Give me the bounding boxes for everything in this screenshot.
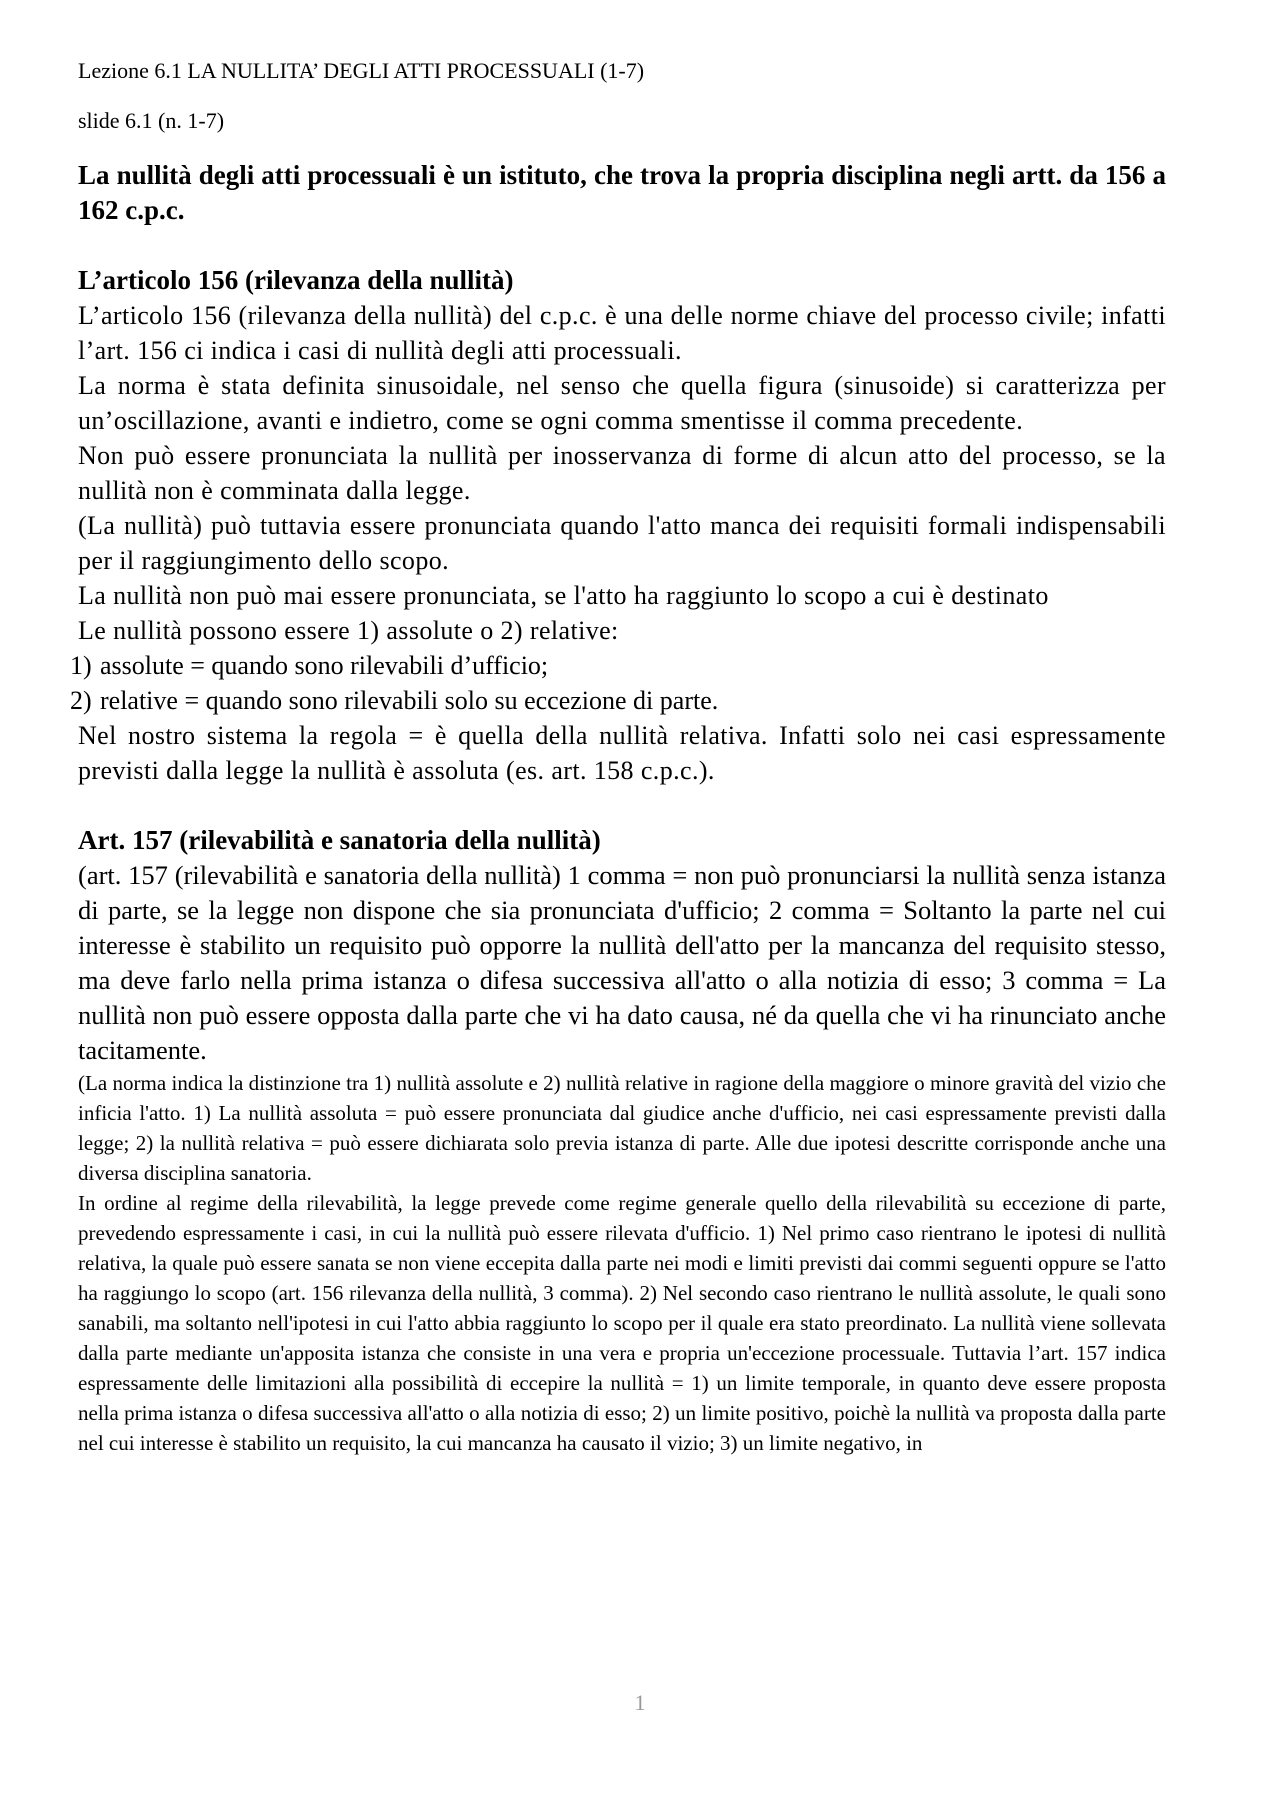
- page-number: 1: [634, 1690, 646, 1715]
- section-156-paragraph-5: La nullità non può mai essere pronunciata, se l'atto ha raggiunto lo scopo a cui è destinato: [78, 581, 1049, 610]
- section-157-paragraph-1: (art. 157 (rilevabilità e sanatoria della nullità) 1 comma = non può pronunciarsi la nullità senza istanza di parte, se la legge non dispone che sia pronunciata d'ufficio; 2 comma = Soltanto la parte nel cui interesse è stabilito un requisito può opporre la nullità dell'atto per la mancanza del requisito stesso, ma deve farlo nella prima istanza o difesa successiva all'atto o alla notizia di esso; 3 comma = La nullità non può essere opposta dalla parte che vi ha dato causa, né da quella che vi ha rinunciato anche tacitamente.: [78, 860, 1166, 1065]
- nullity-types-list: [70, 648, 1166, 718]
- list-item-number: 1): [70, 651, 92, 680]
- section-156-paragraph-3: Non può essere pronunciata la nullità per inosservanza di forme di alcun atto del processo, se la nullità non è comminata dalla legge.: [78, 441, 1166, 505]
- slide-reference: slide 6.1 (n. 1-7): [78, 108, 225, 133]
- list-item-text: assolute = quando sono rilevabili d’ufficio;: [100, 651, 549, 680]
- list-item: [70, 648, 1166, 683]
- section-156-paragraph-7: Nel nostro sistema la regola = è quella della nullità relativa. Infatti solo nei casi espressamente previsti dalla legge la nullità è assoluta (es. art. 158 c.p.c.).: [78, 721, 1166, 785]
- list-item-text: relative = quando sono rilevabili solo su eccezione di parte.: [100, 686, 719, 715]
- section-157-heading: Art. 157 (rilevabilità e sanatoria della nullità): [78, 825, 601, 855]
- lesson-title: Lezione 6.1 LA NULLITA’ DEGLI ATTI PROCESSUALI (1-7): [78, 58, 645, 83]
- section-156-paragraph-1: L’articolo 156 (rilevanza della nullità) del c.p.c. è una delle norme chiave del processo civile; infatti l’art. 156 ci indica i casi di nullità degli atti processuali.: [78, 301, 1166, 365]
- list-item: [70, 683, 1166, 718]
- intro-paragraph: La nullità degli atti processuali è un istituto, che trova la propria disciplina negli artt. da 156 a 162 c.p.c.: [78, 160, 1166, 225]
- section-157-paragraph-2: (La norma indica la distinzione tra 1) nullità assolute e 2) nullità relative in ragione della maggiore o minore gravità del vizio che inficia l'atto. 1) La nullità assoluta = può essere pronunciata dal giudice anche d'ufficio, nei casi espressamente previsti dalla legge; 2) la nullità relativa = può essere dichiarata solo previa istanza di parte. Alle due ipotesi descritte corrisponde anche una diversa disciplina sanatoria.: [78, 1071, 1166, 1185]
- section-156-paragraph-2: La norma è stata definita sinusoidale, nel senso che quella figura (sinusoide) si caratterizza per un’oscillazione, avanti e indietro, come se ogni comma smentisse il comma precedente.: [78, 371, 1166, 435]
- section-156-paragraph-4: (La nullità) può tuttavia essere pronunciata quando l'atto manca dei requisiti formali indispensabili per il raggiungimento dello scopo.: [78, 511, 1166, 575]
- section-156-paragraph-6: Le nullità possono essere 1) assolute o 2) relative:: [78, 616, 619, 645]
- section-157-paragraph-3: In ordine al regime della rilevabilità, la legge prevede come regime generale quello della rilevabilità su eccezione di parte, prevedendo espressamente i casi, in cui la nullità può essere rilevata d'ufficio. 1) Nel primo caso rientrano le ipotesi di nullità relativa, la quale può essere sanata se non viene eccepita dalla parte nei modi e limiti previsti dai commi seguenti oppure se l'atto ha raggiungo lo scopo (art. 156 rilevanza della nullità, 3 comma). 2) Nel secondo caso rientrano le nullità assolute, le quali sono sanabili, ma soltanto nell'ipotesi in cui l'atto abbia raggiunto lo scopo per il quale era stato preordinato. La nullità viene sollevata dalla parte mediante un'apposita istanza che consiste in una vera e propria un'eccezione processuale. Tuttavia l’art. 157 indica espressamente delle limitazioni alla possibilità di eccepire la nullità = 1) un limite temporale, in quanto deve essere proposta nella prima istanza o difesa successiva all'atto o alla notizia di esso; 2) un limite positivo, poichè la nullità va proposta dalla parte nel cui interesse è stabilito un requisito, la cui mancanza ha causato il vizio; 3) un limite negativo, in: [78, 1191, 1166, 1455]
- section-156-heading: L’articolo 156 (rilevanza della nullità): [78, 265, 514, 295]
- page-content: [70, 56, 1166, 1458]
- list-item-number: 2): [70, 686, 92, 715]
